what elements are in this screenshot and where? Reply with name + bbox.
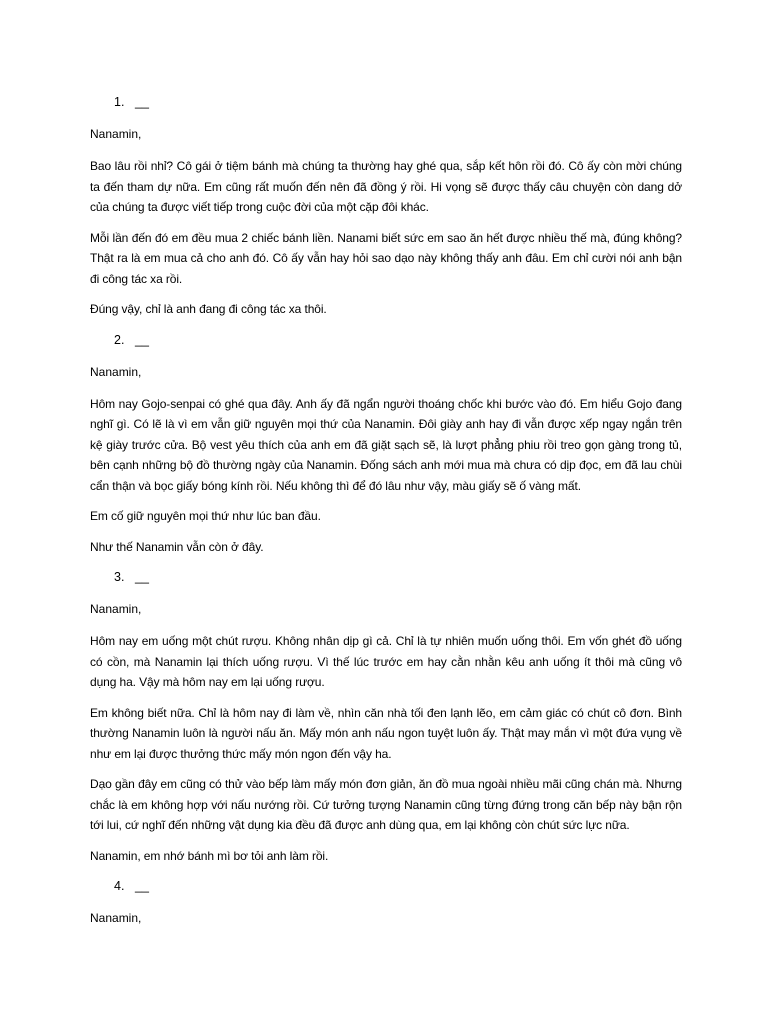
section-title-blank: __ <box>135 95 149 109</box>
paragraph: Hôm nay Gojo-senpai có ghé qua đây. Anh ấy đã ngẩn người thoáng chốc khi bước vào đó. Em hiểu Gojo đang nghĩ gì. Có lẽ là vì em vẫn giữ nguyên mọi thứ của Nanamin. Đôi giày anh hay đi vẫn được xếp ngay ngắn trên kệ giày trước cửa. Bộ vest yêu thích của anh em đã giặt sạch sẽ, là lượt phẳng phiu rồi treo gọn gàng trong tủ, bên cạnh những bộ đồ thường ngày của Nanamin. Đống sách anh mới mua mà chưa có dịp đọc, em đã lau chùi cẩn thận và bọc giấy bóng kính rồi. Nếu không thì để đó lâu như vậy, màu giấy sẽ ố vàng mất. <box>90 396 682 493</box>
paragraph: Như thế Nanamin vẫn còn ở đây. <box>90 539 264 554</box>
section-number: 4. <box>114 879 125 893</box>
section-heading <box>90 876 682 896</box>
section-heading <box>90 330 682 350</box>
section-heading <box>90 567 682 587</box>
paragraph: Em không biết nữa. Chỉ là hôm nay đi làm về, nhìn căn nhà tối đen lạnh lẽo, em cảm giác có chút cô đơn. Bình thường Nanamin luôn là người nấu ăn. Mấy món anh nấu ngon tuyệt luôn ấy. Thật may mắn vì một đứa vụng về như em lại được thưởng thức mấy món ngon đến vậy ha. <box>90 705 682 761</box>
paragraph: Bao lâu rồi nhỉ? Cô gái ở tiệm bánh mà chúng ta thường hay ghé qua, sắp kết hôn rồi đó. Cô ấy còn mời chúng ta đến tham dự nữa. Em cũng rất muốn đến nên đã đồng ý rồi. Hi vọng sẽ được thấy câu chuyện còn dang dở của chúng ta được viết tiếp trong cuộc đời của một cặp đôi khác. <box>90 159 682 214</box>
section-title-blank: __ <box>135 879 149 893</box>
section-number: 1. <box>114 95 125 109</box>
section-greeting: Nanamin, <box>90 911 142 925</box>
section-number: 3. <box>114 570 125 584</box>
section-title-blank: __ <box>135 570 149 584</box>
section-number: 2. <box>114 332 125 347</box>
paragraph: Mỗi lần đến đó em đều mua 2 chiếc bánh liền. Nanami biết sức em sao ăn hết được nhiều thế mà, đúng không? Thật ra là em mua cả cho anh đó. Cô ấy vẫn hay hỏi sao dạo này không thấy anh đâu. Em chỉ cười nói anh bận đi công tác xa rồi. <box>90 230 682 286</box>
section-greeting: Nanamin, <box>90 602 142 616</box>
section-greeting: Nanamin, <box>90 364 142 379</box>
paragraph: Nanamin, em nhớ bánh mì bơ tỏi anh làm rồi. <box>90 848 329 863</box>
paragraph: Dạo gần đây em cũng có thử vào bếp làm mấy món đơn giản, ăn đồ mua ngoài nhiều mãi cũng chán mà. Nhưng chắc là em không hợp với nấu nướng rồi. Cứ tưởng tượng Nanamin cũng từng đứng trong căn bếp này bận rộn tới lui, cứ nghĩ đến những vật dụng kia đều đã được anh dùng qua, em lại không còn chút sức lực nữa. <box>90 777 682 832</box>
paragraph: Em cố giữ nguyên mọi thứ như lúc ban đầu. <box>90 509 321 523</box>
paragraph: Hôm nay em uống một chút rượu. Không nhân dịp gì cả. Chỉ là tự nhiên muốn uống thôi. Em vốn ghét đồ uống có cồn, mà Nanamin lại thích uống rượu. Vì thế lúc trước em hay cằn nhằn kêu anh uống ít thôi mà cũng vô dụng ha. Vậy mà hôm nay em lại uống rượu. <box>90 634 682 689</box>
section-greeting: Nanamin, <box>90 127 142 141</box>
section-heading <box>90 92 682 112</box>
section-title-blank: __ <box>135 332 149 347</box>
paragraph: Đúng vậy, chỉ là anh đang đi công tác xa thôi. <box>90 302 327 316</box>
